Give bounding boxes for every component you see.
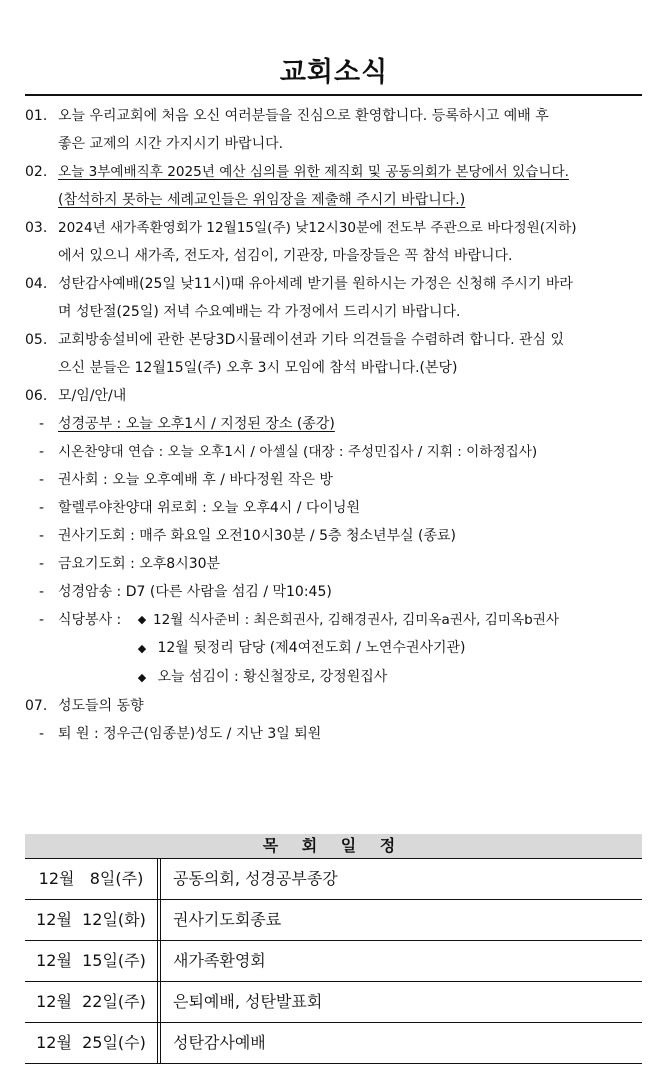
table-row <box>25 859 642 900</box>
section-heading: 성도들의 동향 <box>58 698 144 714</box>
schedule-event: 은퇴예배, 성탄발표회 <box>173 992 323 1011</box>
notice-item <box>25 270 642 298</box>
meeting-item: - 권사회 : 오늘 오후예배 후 / 바다정원 작은 방 <box>25 466 642 494</box>
notice-text: 성탄감사예배(25일 낮11시)때 유아세례 받기를 원하시는 가정은 신청해 주시기 바라 <box>58 276 573 292</box>
schedule-date: 12월 8일(주) <box>25 859 161 899</box>
table-row <box>25 941 642 982</box>
meeting-text: 권사회 : 오늘 오후예배 후 / 바다정원 작은 방 <box>58 472 333 488</box>
notice-text: 오늘 3부예배직후 2025년 예산 심의를 위한 제직회 및 공동의회가 본당에서 있습니다. <box>58 164 569 180</box>
meal-service-item: - 식당봉사 : ◆ 12월 식사준비 : 최은희권사, 김해경권사, 김미옥a권사, 김미옥b권사 <box>25 606 642 634</box>
notice-text: 며 성탄절(25일) 저녁 수요예배는 각 가정에서 드리시기 바랍니다. <box>58 304 461 320</box>
table-row <box>25 982 642 1023</box>
notice-text: 좋은 교제의 시간 가지시기 바랍니다. <box>58 136 284 152</box>
schedule-date: 12월 25일(수) <box>25 1023 161 1063</box>
schedule-date: 12월 22일(주) <box>25 982 161 1022</box>
meal-service-text: 오늘 섬김이 : 황신철장로, 강정원집사 <box>157 669 388 685</box>
meeting-item: - 시온찬양대 연습 : 오늘 오후1시 / 아셀실 (대장 : 주성민집사 / 지휘 : 이하정집사) <box>25 438 642 466</box>
notice-text: 으신 분들은 12월15일(주) 오후 3시 모임에 참석 바랍니다.(본당) <box>58 360 458 376</box>
diamond-bullet-icon: ◆ <box>137 613 147 626</box>
member-news-text: 퇴 원 : 정우근(임종분)성도 / 지난 3일 퇴원 <box>58 726 322 742</box>
meal-service-line <box>25 634 642 663</box>
notice-item <box>25 214 642 242</box>
notice-list <box>25 102 642 748</box>
page-title: 교회소식 <box>279 57 389 88</box>
meal-service-label: 식당봉사 : <box>58 612 122 628</box>
notice-number: 06. <box>25 388 48 404</box>
schedule-event: 성탄감사예배 <box>173 1033 266 1052</box>
notice-text: 에서 있으니 새가족, 전도자, 섬김이, 기관장, 마을장들은 꼭 참석 바랍니다. <box>58 248 513 264</box>
meal-service-text: 12월 뒷정리 담당 (제4여전도회 / 노연수권사기관) <box>157 640 466 656</box>
notice-item <box>25 692 642 720</box>
notice-number: 05. <box>25 332 48 348</box>
meeting-text: 성경암송 : D7 (다른 사람을 섬김 / 막10:45) <box>58 584 332 600</box>
notice-number: 04. <box>25 276 48 292</box>
diamond-bullet-icon: ◆ <box>137 671 147 684</box>
notice-number: 02. <box>25 164 48 180</box>
notice-number: 07. <box>25 698 48 714</box>
schedule-date: 12월 15일(주) <box>25 941 161 981</box>
schedule-event: 권사기도회종료 <box>173 910 282 929</box>
meeting-text: 할렐루야찬양대 위로회 : 오늘 오후4시 / 다이닝원 <box>58 500 360 516</box>
pastoral-schedule-table <box>25 834 642 1064</box>
meeting-text: 시온찬양대 연습 : 오늘 오후1시 / 아셀실 (대장 : 주성민집사 / 지휘 : 이하정집사) <box>58 444 538 460</box>
notice-number: 03. <box>25 220 48 236</box>
notice-number: 01. <box>25 108 48 124</box>
diamond-bullet-icon: ◆ <box>137 642 147 655</box>
meeting-item: - 금요기도회 : 오후8시30분 <box>25 550 642 578</box>
table-row <box>25 900 642 941</box>
meeting-text: 권사기도회 : 매주 화요일 오전10시30분 / 5층 청소년부실 (종료) <box>58 528 457 544</box>
member-news-item: - 퇴 원 : 정우근(임종분)성도 / 지난 3일 퇴원 <box>25 720 642 748</box>
meeting-item: - 성경공부 : 오늘 오후1시 / 지정된 장소 (종강) <box>25 410 642 438</box>
notice-item <box>25 158 642 186</box>
notice-text: 오늘 우리교회에 처음 오신 여러분들을 진심으로 환영합니다. 등록하시고 예배 후 <box>58 108 549 124</box>
meeting-text: 성경공부 : 오늘 오후1시 / 지정된 장소 (종강) <box>58 416 335 432</box>
title-divider <box>25 94 642 96</box>
section-heading: 모/임/안/내 <box>58 388 127 404</box>
notice-text: 2024년 새가족환영회가 12월15일(주) 낮12시30분에 전도부 주관으로 바다정원(지하) <box>58 220 577 236</box>
notice-item <box>25 326 642 354</box>
notice-item <box>25 102 642 130</box>
schedule-date: 12월 12일(화) <box>25 900 161 940</box>
meeting-text: 금요기도회 : 오후8시30분 <box>58 556 221 572</box>
schedule-header: 목 회 일 정 <box>25 834 642 859</box>
meeting-item: - 할렐루야찬양대 위로회 : 오늘 오후4시 / 다이닝원 <box>25 494 642 522</box>
notice-text: (참석하지 못하는 세례교인들은 위임장을 제출해 주시기 바랍니다.) <box>58 192 466 208</box>
schedule-event: 새가족환영회 <box>173 951 266 970</box>
meeting-item: - 성경암송 : D7 (다른 사람을 섬김 / 막10:45) <box>25 578 642 606</box>
schedule-event: 공동의회, 성경공부종강 <box>173 869 338 888</box>
notice-item <box>25 382 642 410</box>
table-row <box>25 1023 642 1064</box>
meeting-item: - 권사기도회 : 매주 화요일 오전10시30분 / 5층 청소년부실 (종료) <box>25 522 642 550</box>
meal-service-text: 12월 식사준비 : 최은희권사, 김해경권사, 김미옥a권사, 김미옥b권사 <box>153 612 560 628</box>
meal-service-line <box>25 663 642 692</box>
notice-text: 교회방송설비에 관한 본당3D시뮬레이션과 기타 의견들을 수렴하려 합니다. 관심 있 <box>58 332 565 348</box>
